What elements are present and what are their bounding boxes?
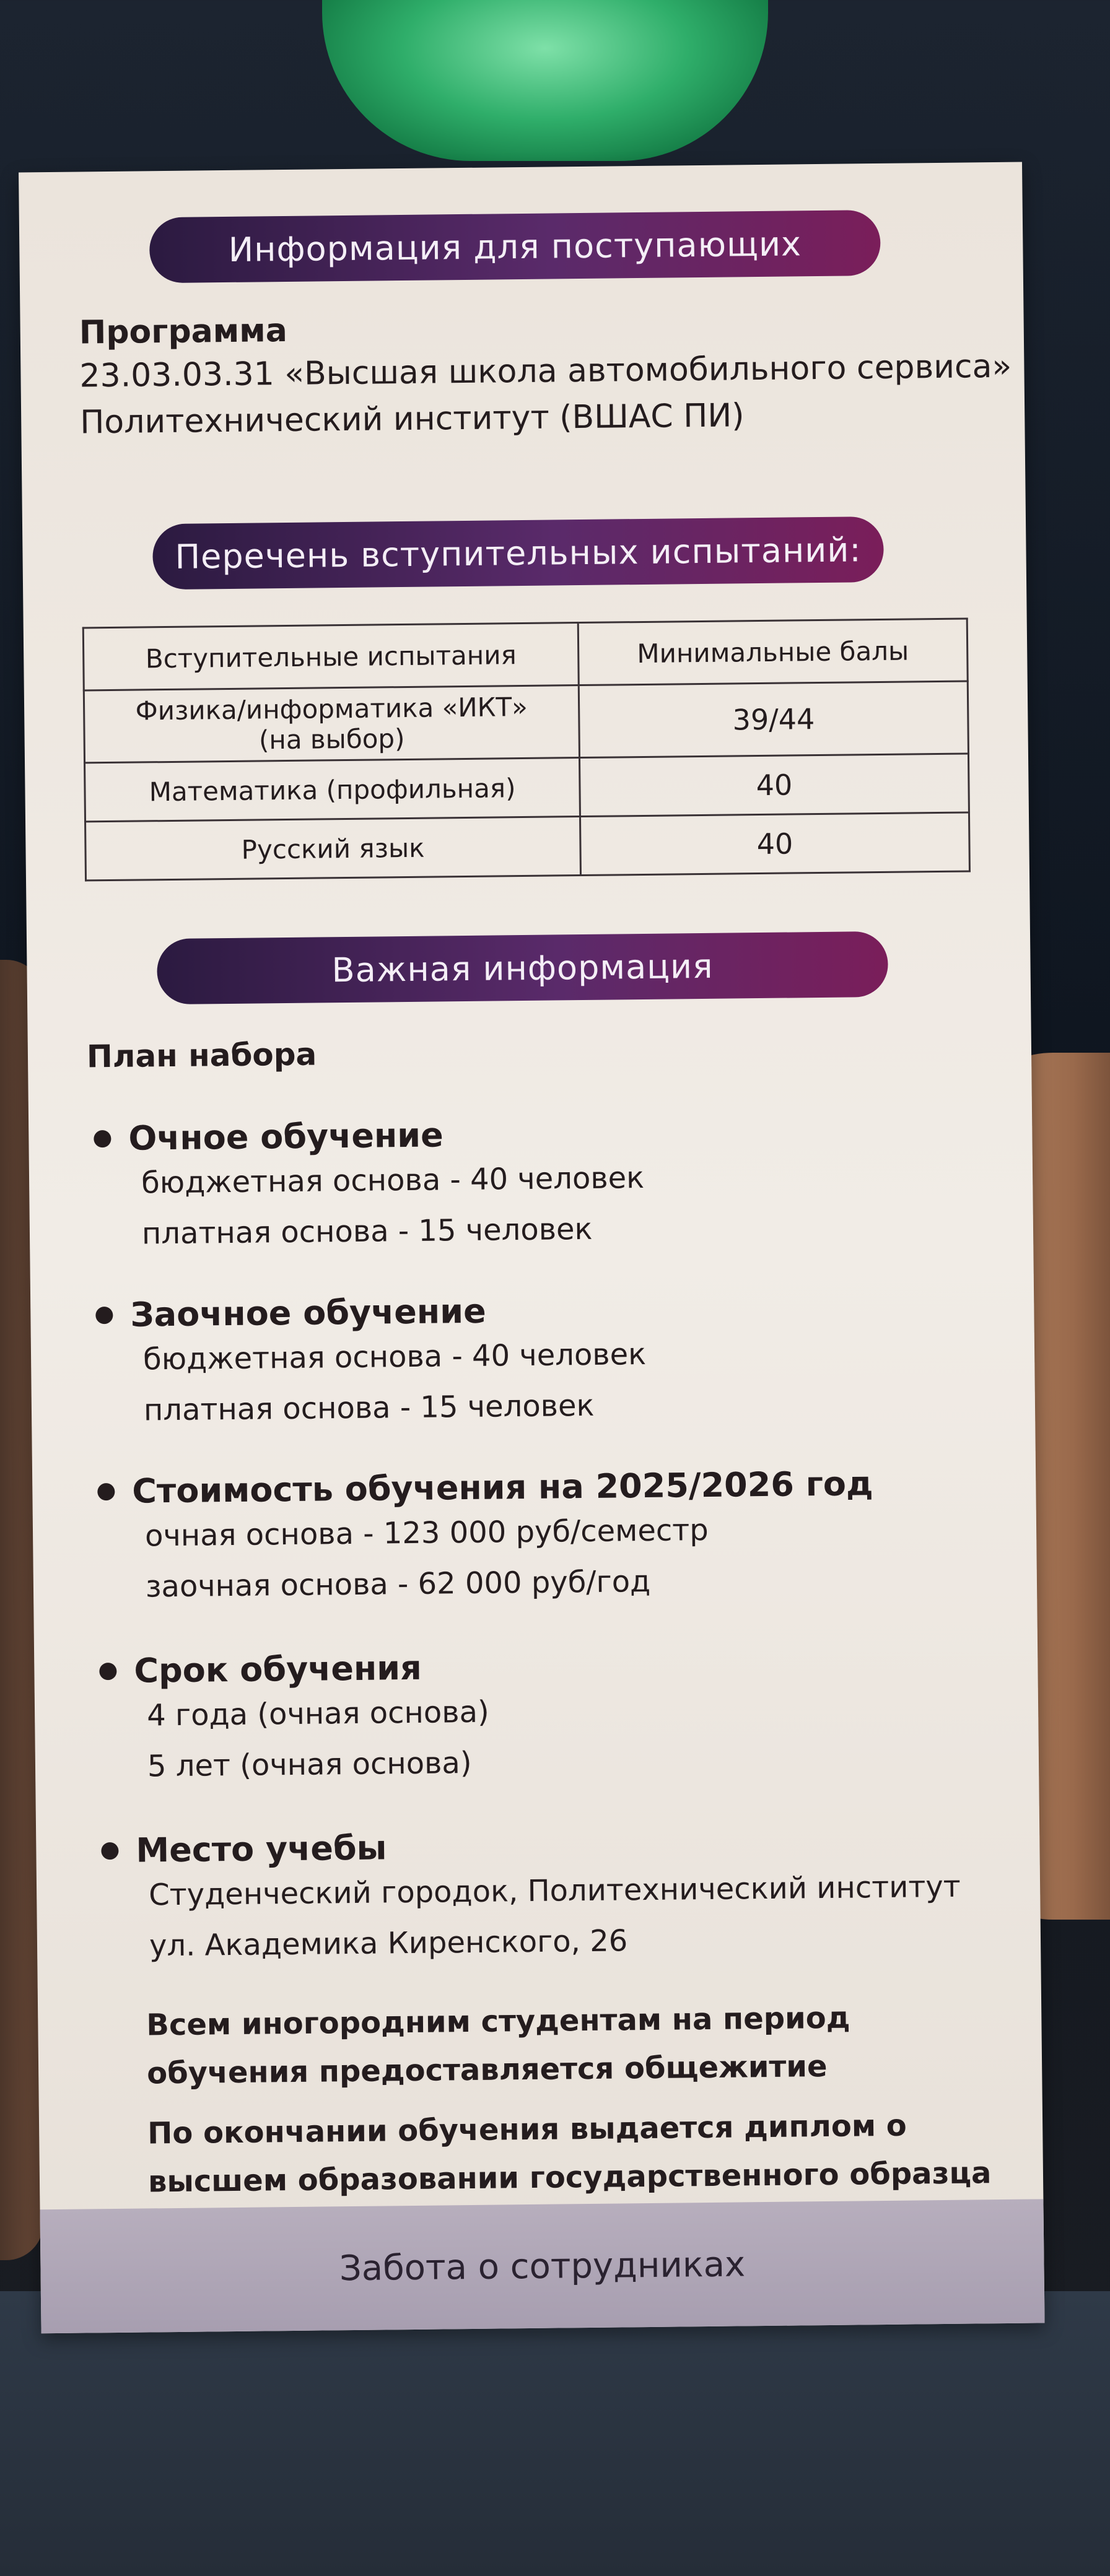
section-title: Место учебы [136, 1828, 387, 1870]
program-heading: Программа [79, 311, 288, 352]
section-full-time [94, 1110, 1012, 1260]
diploma-note: По окончании обучения выдается диплом о высшем образовании государственного образца [147, 2108, 992, 2200]
table-row [84, 681, 968, 763]
exam-subject-cell [84, 685, 579, 763]
admission-leaflet [19, 162, 1044, 2334]
section-line: очная основа - 123 000 руб/семестр [144, 1512, 709, 1554]
exam-score-cell: 40 [580, 754, 969, 817]
exam-score-cell: 39/44 [579, 681, 968, 758]
bullet-dot [97, 1482, 115, 1500]
green-bottle [322, 0, 768, 161]
exam-subject-cell: Математика (профильная) [85, 758, 580, 822]
table-row [85, 754, 969, 822]
section-title: Срок обучения [134, 1648, 422, 1690]
section-title: Очное обучение [128, 1115, 444, 1158]
bullet-dot [99, 1662, 116, 1679]
exam-subject-line: Физика/информатика «ИКТ» [135, 691, 528, 726]
important-info-pill-label: Важная информация [331, 946, 714, 990]
section-duration [99, 1642, 1017, 1792]
exam-score-cell: 40 [580, 812, 970, 876]
section-title: Заочное обучение [130, 1291, 486, 1334]
bullet-dot [94, 1130, 111, 1147]
background-jeans [0, 2291, 1110, 2576]
program-code-line: 23.03.03.31 «Высшая школа автомобильного сервиса» [79, 347, 1012, 395]
header-pill [149, 210, 881, 283]
program-institute-line: Политехнический институт (ВШАС ПИ) [79, 397, 745, 442]
section-title: Стоимость обучения на 2025/2026 год [132, 1464, 873, 1511]
exam-subject-cell: Русский язык [85, 817, 581, 881]
exams-table-header-row [83, 619, 968, 690]
important-info-pill [157, 931, 888, 1004]
enrollment-plan-title: План набора [86, 1036, 317, 1075]
bullet-dot [95, 1306, 113, 1323]
bullet-dot [101, 1842, 118, 1859]
exams-table [82, 617, 971, 881]
section-tuition-cost [97, 1463, 1015, 1612]
section-line: платная основа - 15 человек [141, 1211, 593, 1251]
section-line: бюджетная основа - 40 человек [142, 1336, 647, 1377]
exams-pill [152, 516, 884, 590]
exam-subject-note: (на выбор) [258, 723, 405, 755]
section-line: платная основа - 15 человек [143, 1388, 595, 1428]
header-pill-label: Информация для поступающих [228, 224, 802, 269]
section-line: Студенческий городок, Политехнический институт [148, 1869, 961, 1913]
section-line: ул. Академика Киренского, 26 [149, 1923, 628, 1964]
section-line: 5 лет (очная основа) [147, 1745, 472, 1784]
footer-band [40, 2199, 1044, 2333]
section-line: 4 года (очная основа) [146, 1694, 489, 1733]
table-row [85, 812, 970, 881]
dormitory-note: Всем иногородним студентам на период обучения предоставляется общежитие [146, 2000, 850, 2091]
exams-header-score: Минимальные балы [578, 619, 968, 685]
section-line: заочная основа - 62 000 руб/год [145, 1564, 651, 1604]
exams-header-subject: Вступительные испытания [83, 623, 579, 690]
section-line: бюджетная основа - 40 человек [141, 1160, 645, 1201]
footer-label: Забота о сотрудниках [339, 2243, 746, 2289]
exams-pill-label: Перечень вступительных испытаний: [175, 529, 862, 577]
section-part-time [95, 1286, 1013, 1436]
section-location [101, 1822, 1019, 1972]
